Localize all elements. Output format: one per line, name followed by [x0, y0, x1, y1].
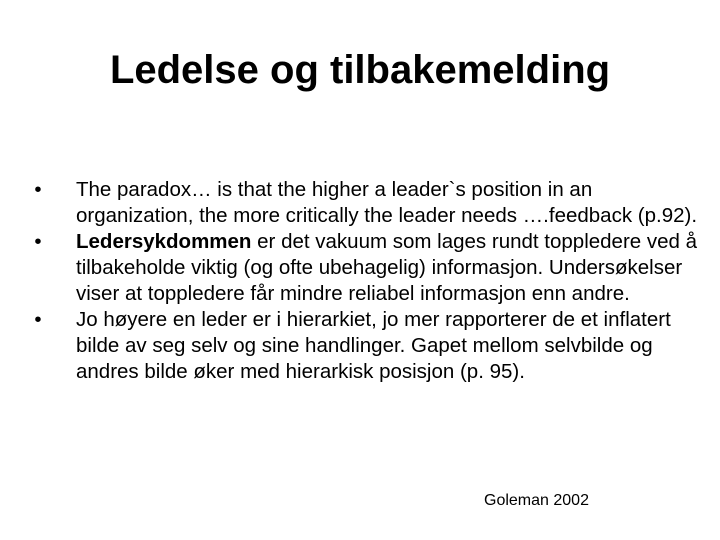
bullet-text: The paradox… is that the higher a leader`s position in an organization, the more critically the leader needs ….feedback (p.92). [76, 178, 698, 227]
bullet-text: Jo høyere en leder er i hierarkiet, jo mer rapporterer de et inflatert bilde av seg selv og sine handlinger. Gapet mellom selvbilde og andres bilde øker med hierarkisk posisjon (p. 95). [76, 308, 671, 383]
bullet-bold-term: Ledersykdommen [76, 230, 252, 253]
bullet-icon: • [34, 308, 42, 331]
bullet-list [30, 177, 700, 385]
bullet-text: er det vakuum som lages rundt toppledere ved å tilbakeholde viktig (og ofte ubehagelig) informasjon. Undersøkelser viser at toppledere får mindre reliabel informasjon enn andre. [76, 230, 698, 305]
bullet-item-ledersykdommen [30, 229, 700, 307]
bullet-item-paradox [30, 177, 700, 229]
bullet-icon: • [34, 178, 42, 201]
bullet-item-hierarki [30, 307, 700, 385]
bullet-icon: • [34, 230, 42, 253]
source-citation: Goleman 2002 [484, 492, 589, 509]
slide-title: Ledelse og tilbakemelding [109, 48, 611, 92]
